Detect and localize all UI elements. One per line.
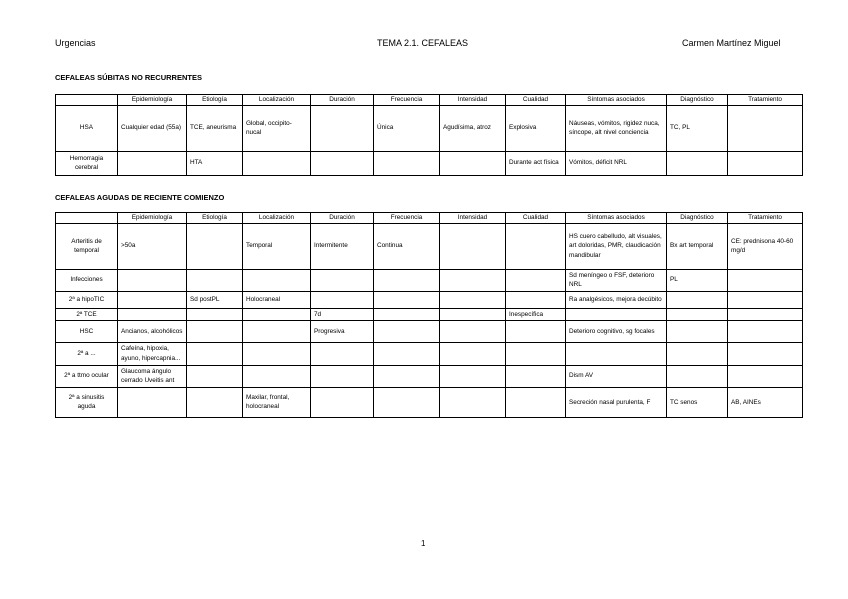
table-cell: Explosiva [506, 105, 566, 151]
column-header [56, 95, 118, 106]
table-cell [440, 343, 506, 365]
table-cell [667, 365, 728, 387]
column-header: Frecuencia [374, 213, 440, 224]
table-cell: Secreción nasal purulenta, F [566, 387, 667, 417]
column-header: Duración [311, 213, 374, 224]
page-number: 1 [421, 539, 426, 548]
table-cell [440, 321, 506, 343]
table-cell: TC senos [667, 387, 728, 417]
table-cell [243, 343, 311, 365]
row-header-cell: HSC [56, 321, 118, 343]
column-header: Síntomas asociados [566, 95, 667, 106]
table-cell: Durante act física [506, 151, 566, 175]
table-row [56, 223, 803, 269]
table-cell [440, 365, 506, 387]
row-header-cell: Hemorragia cerebral [56, 151, 118, 175]
table-cell [118, 151, 187, 175]
table-cell: Agudísima, atroz [440, 105, 506, 151]
table-cell [118, 308, 187, 321]
column-header: Localización [243, 95, 311, 106]
table-cell [187, 308, 243, 321]
table-cell: Deterioro cognitivo, sg focales [566, 321, 667, 343]
table-cell [667, 321, 728, 343]
table-cell: TC, PL [667, 105, 728, 151]
table-cell [311, 387, 374, 417]
table-row [56, 105, 803, 151]
row-header-cell: Arteritis de temporal [56, 223, 118, 269]
table-cell [728, 105, 803, 151]
table-cell: Progresiva [311, 321, 374, 343]
row-header-cell: 2ª a ttmo ocular [56, 365, 118, 387]
table-cell [187, 365, 243, 387]
column-header [56, 213, 118, 224]
table-cell [440, 269, 506, 291]
table-cell: Glaucoma ángulo cerrado Uveitis ant [118, 365, 187, 387]
table-sudden-headaches [55, 94, 803, 176]
column-header: Intensidad [440, 213, 506, 224]
table-cell: Sd postPL [187, 291, 243, 308]
table-cell [374, 343, 440, 365]
column-header: Cualidad [506, 213, 566, 224]
table-cell [728, 151, 803, 175]
table-cell [506, 343, 566, 365]
table-cell [311, 343, 374, 365]
table-cell: Maxilar, frontal, holocraneal [243, 387, 311, 417]
table-cell [440, 387, 506, 417]
table-cell [667, 343, 728, 365]
table-cell [374, 151, 440, 175]
column-header: Intensidad [440, 95, 506, 106]
table-cell [506, 269, 566, 291]
table-cell [728, 291, 803, 308]
table-cell: 7d [311, 308, 374, 321]
column-header: Síntomas asociados [566, 213, 667, 224]
table-row [56, 151, 803, 175]
table-cell: Náuseas, vómitos, rigidez nuca, síncope, alt nivel conciencia [566, 105, 667, 151]
column-header: Localización [243, 213, 311, 224]
table-row [56, 321, 803, 343]
table-row [56, 291, 803, 308]
table-cell: HTA [187, 151, 243, 175]
table-cell [187, 387, 243, 417]
table-cell: Ancianos, alcohólicos [118, 321, 187, 343]
table-cell [118, 269, 187, 291]
row-header-cell: Infecciones [56, 269, 118, 291]
table-cell [311, 105, 374, 151]
table-cell: Vómitos, déficit NRL [566, 151, 667, 175]
table-cell [728, 269, 803, 291]
table-row [56, 343, 803, 365]
column-header: Epidemiología [118, 95, 187, 106]
table-cell [728, 343, 803, 365]
table-cell [506, 223, 566, 269]
table-cell: Dism AV [566, 365, 667, 387]
table-cell: Temporal [243, 223, 311, 269]
column-header: Diagnóstico [667, 95, 728, 106]
table-cell: Única [374, 105, 440, 151]
table-cell [440, 291, 506, 308]
table-cell: Bx art temporal [667, 223, 728, 269]
table-row [56, 365, 803, 387]
table-cell: PL [667, 269, 728, 291]
table-cell: Intermitente [311, 223, 374, 269]
running-header-author: Carmen Martínez Miguel [682, 38, 781, 48]
running-header-left: Urgencias [55, 38, 96, 48]
column-header: Etiología [187, 213, 243, 224]
column-header: Tratamiento [728, 213, 803, 224]
table-cell: TCE, aneurisma [187, 105, 243, 151]
table-cell [118, 387, 187, 417]
table-cell [374, 291, 440, 308]
table-cell [667, 291, 728, 308]
table-cell: AB, AINEs [728, 387, 803, 417]
table-cell [243, 321, 311, 343]
table-cell [506, 291, 566, 308]
table-cell: Cafeína, hipoxia, ayuno, hipercapnia... [118, 343, 187, 365]
table-cell [311, 291, 374, 308]
table-cell [243, 365, 311, 387]
table-cell [374, 308, 440, 321]
table-cell [440, 223, 506, 269]
column-header: Diagnóstico [667, 213, 728, 224]
table-row [56, 387, 803, 417]
section-title-sudden: CEFALEAS SÚBITAS NO RECURRENTES [55, 73, 202, 82]
table-cell [311, 151, 374, 175]
table-cell [440, 308, 506, 321]
table-row [56, 269, 803, 291]
table-cell [243, 269, 311, 291]
column-header: Cualidad [506, 95, 566, 106]
table-cell [667, 151, 728, 175]
section-title-acute: CEFALEAS AGUDAS DE RECIENTE COMIENZO [55, 193, 225, 202]
table-cell [506, 321, 566, 343]
table-cell [728, 365, 803, 387]
table-cell: HS cuero cabelludo, alt visuales, art doloridas, PMR, claudicación mandibular [566, 223, 667, 269]
table-cell [506, 365, 566, 387]
table-cell [440, 151, 506, 175]
table-cell: Inespecífica [506, 308, 566, 321]
row-header-cell: 2ª a sinusitis aguda [56, 387, 118, 417]
table-cell [187, 321, 243, 343]
table-cell: Holocraneal [243, 291, 311, 308]
table-cell: Ra analgésicos, mejora decúbito [566, 291, 667, 308]
table-cell: Sd meníngeo o FSF, deterioro NRL [566, 269, 667, 291]
table-cell: Cualquier edad (55a) [118, 105, 187, 151]
table-cell [374, 321, 440, 343]
table-cell: Continua [374, 223, 440, 269]
table-cell [566, 308, 667, 321]
table-cell [728, 308, 803, 321]
row-header-cell: 2ª TCE [56, 308, 118, 321]
table-cell: >50a [118, 223, 187, 269]
column-header: Duración [311, 95, 374, 106]
column-header: Epidemiología [118, 213, 187, 224]
table-cell [187, 343, 243, 365]
table-cell [566, 343, 667, 365]
row-header-cell: 2ª a ... [56, 343, 118, 365]
table-cell [311, 365, 374, 387]
row-header-cell: HSA [56, 105, 118, 151]
table-cell: CE: prednisona 40-60 mg/d [728, 223, 803, 269]
column-header: Frecuencia [374, 95, 440, 106]
column-header: Tratamiento [728, 95, 803, 106]
table-cell [187, 223, 243, 269]
running-header-title: TEMA 2.1. CEFALEAS [377, 38, 469, 48]
table-cell [311, 269, 374, 291]
table-cell: Global, occipito-nucal [243, 105, 311, 151]
column-header: Etiología [187, 95, 243, 106]
table-cell [374, 269, 440, 291]
table-cell [243, 151, 311, 175]
table-cell [118, 291, 187, 308]
table-cell [667, 308, 728, 321]
table-cell [374, 365, 440, 387]
table-cell [374, 387, 440, 417]
row-header-cell: 2ª a hipoTIC [56, 291, 118, 308]
table-cell [187, 269, 243, 291]
table-cell [506, 387, 566, 417]
table-cell [728, 321, 803, 343]
table-acute-headaches [55, 212, 803, 418]
table-row [56, 308, 803, 321]
table-cell [243, 308, 311, 321]
